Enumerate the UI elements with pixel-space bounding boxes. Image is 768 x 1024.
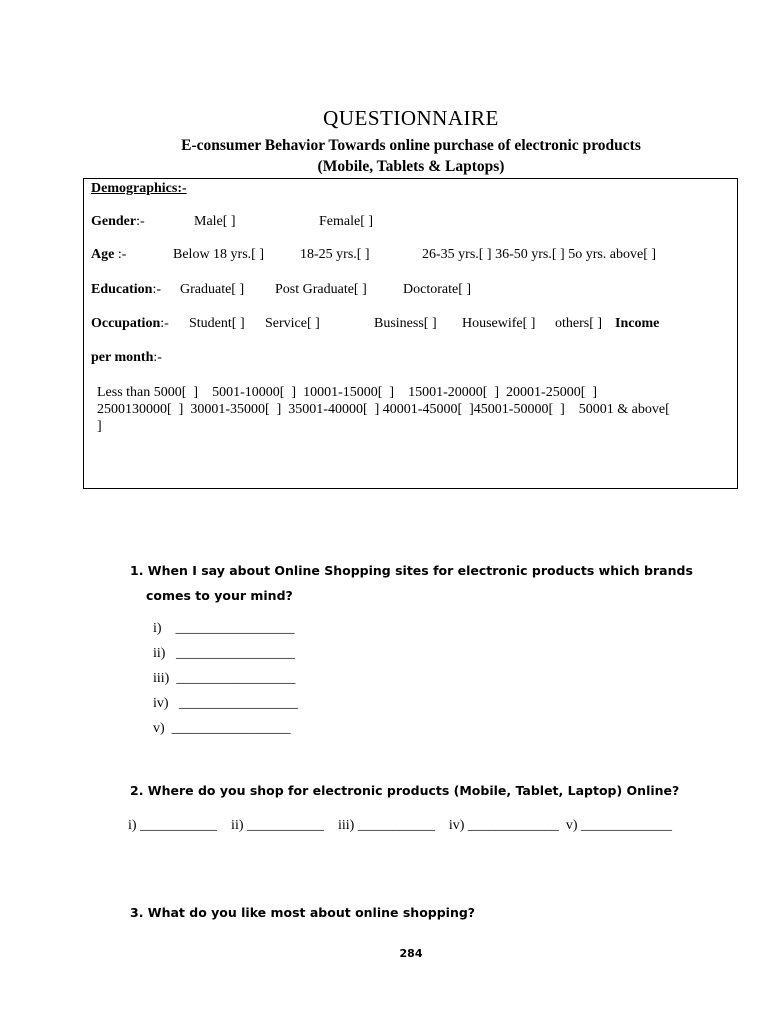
gender-option-female[interactable]: Female[ ]: [319, 214, 374, 229]
subtitle-line-1: E-consumer Behavior Towards online purchase of electronic products: [181, 137, 641, 154]
occupation-option-housewife[interactable]: Housewife[ ]: [462, 316, 536, 331]
q2-answer-blanks[interactable]: i) ___________ ii) ___________ iii) ___________ iv) _____________ v) _____________: [128, 818, 673, 833]
question-3: 3. What do you like most about online shopping?: [130, 905, 476, 920]
occupation-option-business[interactable]: Business[ ]: [374, 316, 437, 331]
income-separator: :-: [153, 350, 162, 365]
education-separator: :-: [152, 282, 162, 297]
occupation-option-service[interactable]: Service[ ]: [265, 316, 320, 331]
occupation-separator: :-: [160, 316, 169, 331]
age-label: Age: [91, 247, 115, 262]
income-options-line-3: ]: [97, 419, 102, 434]
income-options-line-1[interactable]: Less than 5000[ ] 5001-10000[ ] 10001-15000[ ] 15001-20000[ ] 20001-25000[ ]: [97, 385, 598, 400]
age-option-18-25[interactable]: 18-25 yrs.[ ]: [300, 247, 370, 262]
demographics-heading: Demographics:-: [91, 181, 187, 196]
age-option-26-and-above[interactable]: 26-35 yrs.[ ] 36-50 yrs.[ ] 5o yrs. above[ ]: [422, 247, 657, 262]
occupation-option-others[interactable]: others[ ]: [555, 316, 603, 331]
education-label-group: [91, 282, 161, 298]
education-option-doctorate[interactable]: Doctorate[ ]: [403, 282, 472, 297]
question-1-line-2: comes to your mind?: [146, 588, 293, 603]
occupation-label: Occupation: [91, 316, 161, 331]
q1-answer-blank-ii[interactable]: ii) _________________: [153, 646, 295, 661]
page-title: QUESTIONNAIRE: [323, 106, 499, 130]
q1-answer-blank-v[interactable]: v) _________________: [153, 721, 291, 736]
question-2: 2. Where do you shop for electronic products (Mobile, Tablet, Laptop) Online?: [130, 783, 680, 798]
gender-option-male[interactable]: Male[ ]: [194, 214, 236, 229]
question-1-line-1: 1. When I say about Online Shopping sites for electronic products which brands: [130, 563, 693, 578]
occupation-label-group: [91, 316, 169, 332]
page-number: 284: [399, 947, 423, 960]
gender-separator: :-: [136, 214, 145, 229]
gender-label: Gender: [91, 214, 137, 229]
occupation-option-student[interactable]: Student[ ]: [189, 316, 245, 331]
income-options-line-2[interactable]: 2500130000[ ] 30001-35000[ ] 35001-40000[ ] 40001-45000[ ]45001-50000[ ] 50001 & above[: [97, 402, 670, 417]
age-separator: :-: [114, 247, 127, 262]
education-label: Education: [91, 282, 153, 297]
income-label-group: [91, 350, 162, 366]
education-option-post-graduate[interactable]: Post Graduate[ ]: [275, 282, 367, 297]
income-label-part2: per month: [91, 350, 154, 365]
demographics-box: [83, 178, 738, 489]
gender-label-group: [91, 214, 145, 230]
income-label-part1: Income: [615, 316, 660, 331]
q1-answer-blank-i[interactable]: i) _________________: [153, 621, 295, 636]
age-option-below-18[interactable]: Below 18 yrs.[ ]: [173, 247, 264, 262]
age-label-group: [91, 247, 126, 263]
q1-answer-blank-iii[interactable]: iii) _________________: [153, 671, 296, 686]
subtitle-line-2: (Mobile, Tablets & Laptops): [317, 158, 505, 175]
education-option-graduate[interactable]: Graduate[ ]: [180, 282, 245, 297]
q1-answer-blank-iv[interactable]: iv) _________________: [153, 696, 299, 711]
